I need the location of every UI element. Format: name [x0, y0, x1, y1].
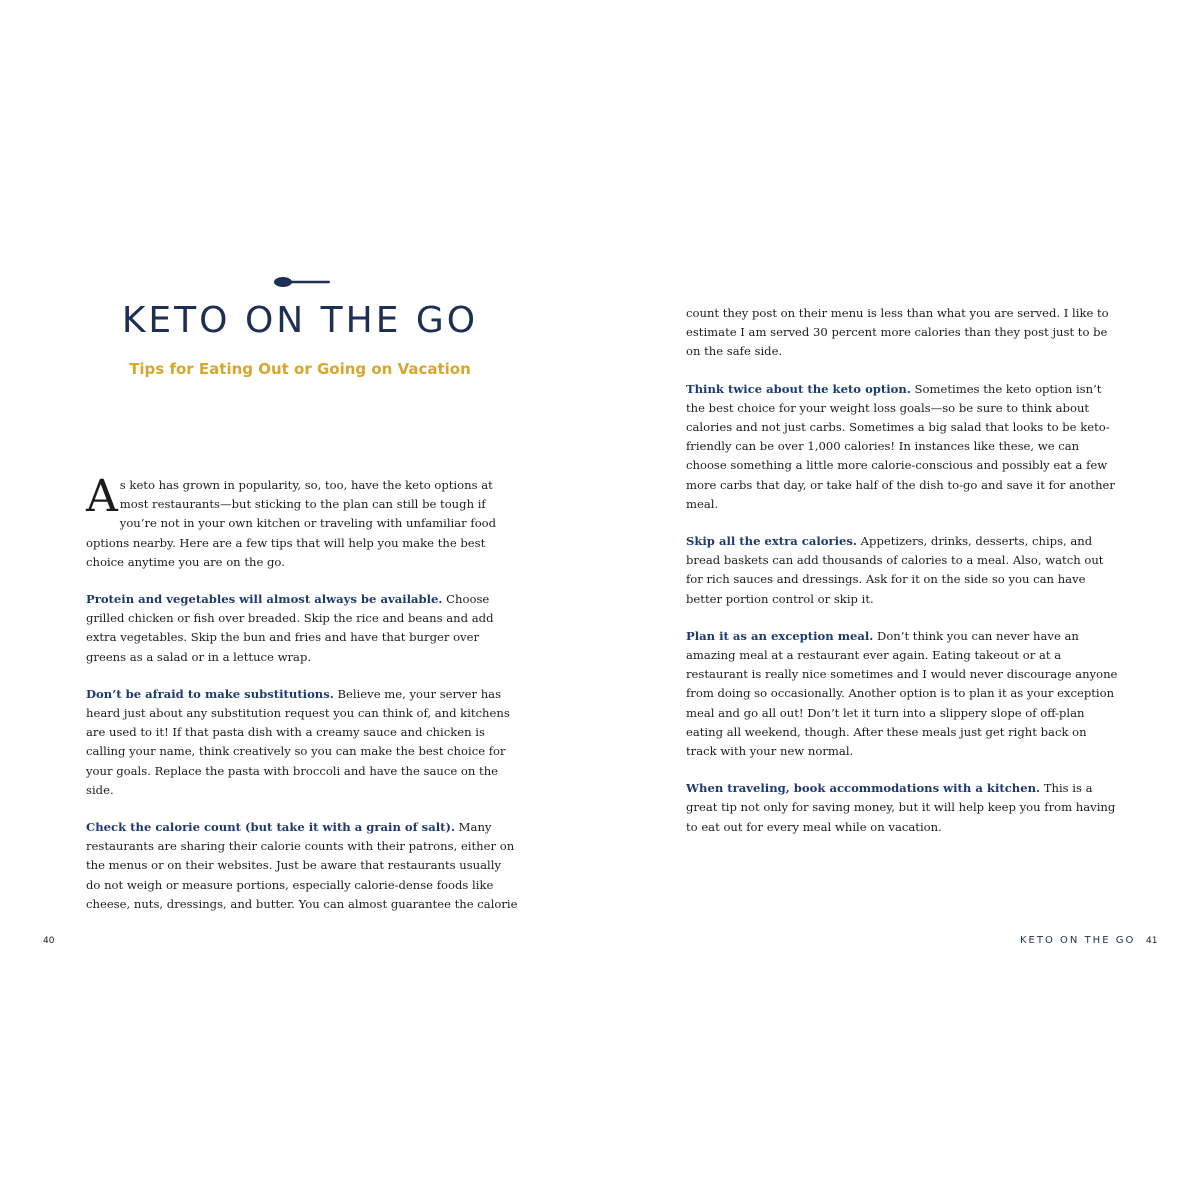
tip-heading: When traveling, book accommodations with a kitchen. — [686, 781, 1041, 796]
tip-paragraph — [86, 818, 518, 914]
tip-heading: Protein and vegetables will almost always be available. — [86, 592, 443, 607]
intro-paragraph — [86, 471, 518, 572]
tip-body: Sometimes the keto option isn’t the best choice for your weight loss goals—so be sure to think about calories and not just carbs. Sometimes a big salad that looks to be keto-friendly can be over 1,000 calories! In instances like these, we can choose something a little more calorie-conscious and possibly eat a few more carbs that day, or take half of the dish to-go and save it for another meal. — [686, 381, 1115, 511]
tip-body: Choose grilled chicken or fish over breaded. Skip the rice and beans and add extra vegetables. Skip the bun and fries and have that burger over greens as a salad or in a lettuce wrap. — [86, 592, 494, 664]
left-column — [86, 471, 518, 932]
tip-heading: Plan it as an exception meal. — [686, 628, 874, 643]
running-head: KETO ON THE GO — [1020, 935, 1136, 946]
chapter-title: KETO ON THE GO — [121, 300, 479, 341]
tip-body: This is a great tip not only for saving money, but it will help keep you from having to eat out for every meal while on vacation. — [686, 781, 1116, 834]
right-column — [686, 304, 1118, 855]
tip-paragraph — [86, 590, 518, 667]
continuation-paragraph: count they post on their menu is less than what you are served. I like to estimate I am served 30 percent more calories than they post just to be on the safe side. — [686, 306, 1109, 359]
tip-heading: Think twice about the keto option. — [686, 381, 911, 396]
tip-paragraph — [686, 627, 1118, 761]
tip-body: Appetizers, drinks, desserts, chips, and bread baskets can add thousands of calories to a meal. Also, watch out for rich sauces and dressings. Ask for it on the side so you can have better portion control or skip it. — [686, 534, 1104, 606]
tip-paragraph — [686, 779, 1118, 837]
page-number-left: 40 — [43, 936, 55, 946]
tip-heading: Check the calorie count (but take it with a grain of salt). — [86, 820, 455, 835]
tip-body: Believe me, your server has heard just about any substitution request you can think of, and kitchens are used to it! If that pasta dish with a creamy sauce and chicken is calling your name, think creatively so you can make the best choice for your goals. Replace the pasta with broccoli and have the sauce on the side. — [86, 686, 510, 797]
spoon-icon — [272, 272, 332, 292]
intro-text: s keto has grown in popularity, so, too, have the keto options at most restaurants—but sticking to the plan can still be tough if you’re not in your own kitchen or traveling with unfamiliar food options nearby. Here are a few tips that will help you make the best choice anytime you are on the go. — [86, 478, 497, 569]
tip-heading: Skip all the extra calories. — [686, 534, 857, 549]
tip-paragraph — [86, 685, 518, 800]
drop-cap: A — [86, 471, 118, 522]
tip-body: Don’t think you can never have an amazing meal at a restaurant ever again. Eating takeout or at a restaurant is really nice sometimes and I would never discourage anyone from doing so occasionally. Another option is to plan it as your exception meal and go all out! Don’t let it turn into a slippery slope of off-plan eating all weekend, though. After these meals just get right back on track with your new normal. — [686, 628, 1118, 759]
tip-paragraph — [686, 380, 1118, 514]
tip-heading: Don’t be afraid to make substitutions. — [86, 686, 334, 701]
tip-body: Many restaurants are sharing their calorie counts with their patrons, either on the menus or on their websites. Just be aware that restaurants usually do not weigh or measure portions, especially calorie-dense foods like cheese, nuts, dressings, and butter. You can almost guarantee the calorie — [86, 820, 518, 911]
page-number-right: 41 — [1146, 936, 1158, 946]
tip-paragraph — [686, 532, 1118, 609]
chapter-subtitle: Tips for Eating Out or Going on Vacation — [129, 360, 471, 378]
